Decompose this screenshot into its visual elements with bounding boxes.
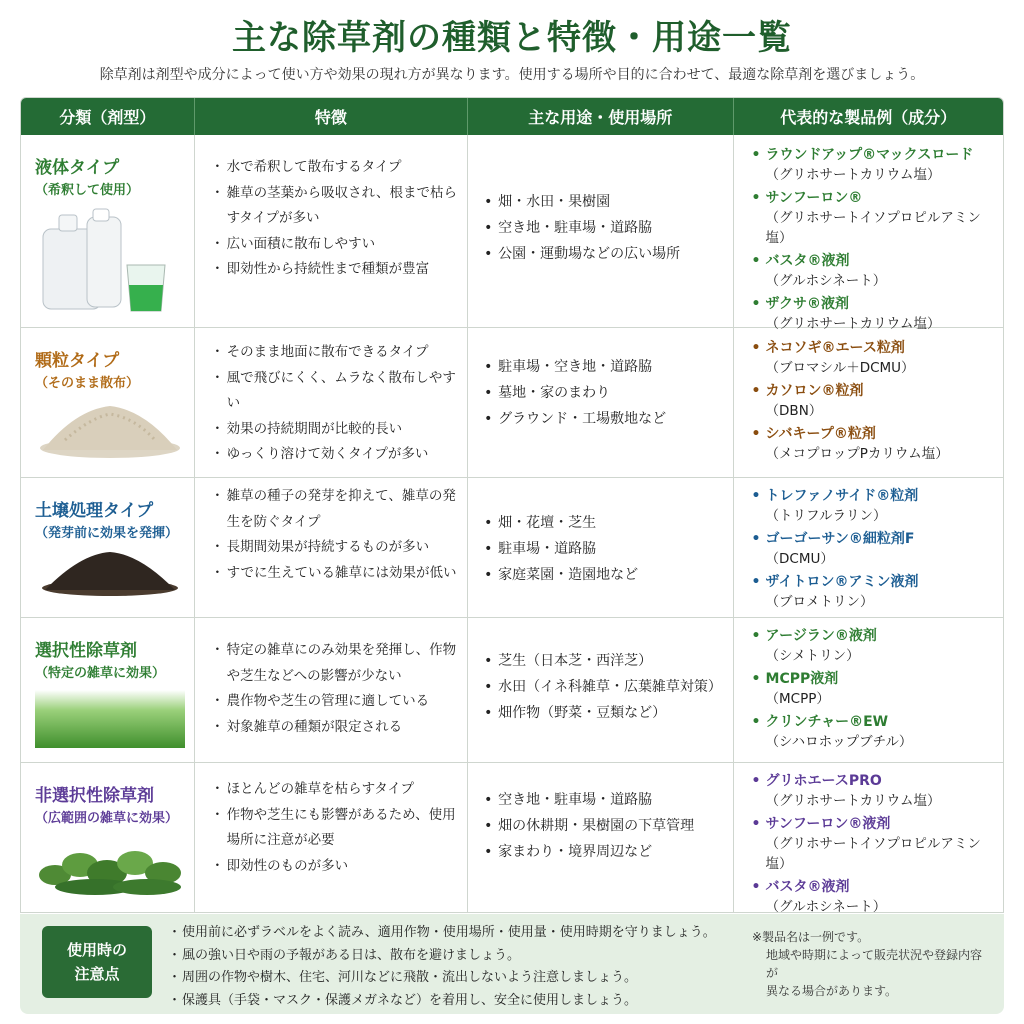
list-item: • 家まわり・境界周辺など xyxy=(484,839,724,865)
list-item: • 畑・水田・果樹園 xyxy=(484,189,724,215)
product-ingredient: （グリホサートイソプロピルアミン塩） xyxy=(765,836,981,872)
products-list xyxy=(752,626,997,755)
product-ingredient: （MCPP） xyxy=(765,691,830,707)
features-cell xyxy=(195,618,468,762)
category-name: 液体タイプ xyxy=(35,158,120,178)
list-item: ・ 作物や芝生にも影響があるため、使用場所に注意が必要 xyxy=(213,803,459,854)
list-item: ・ ゆっくり溶けて効くタイプが多い xyxy=(213,442,459,468)
list-item: ・ すでに生えている雑草には効果が低い xyxy=(213,561,459,587)
list-item: ・ 即効性から持続性まで種類が豊富 xyxy=(213,257,459,283)
features-list xyxy=(213,155,459,283)
product-ingredient: （ブロメトリン） xyxy=(765,594,874,610)
usage-notes-label: 使用時の 注意点 xyxy=(42,926,152,998)
list-item: ・ 水で希釈して散布するタイプ xyxy=(213,155,459,181)
list-item: • 畑の休耕期・果樹園の下草管理 xyxy=(484,813,724,839)
list-item: ・ そのまま地面に散布できるタイプ xyxy=(213,340,459,366)
product-name: • グリホエースPRO xyxy=(752,771,997,791)
product-ingredient: （メコプロップPカリウム塩） xyxy=(765,446,949,462)
product-name: • シバキープ®粒剤 xyxy=(752,424,997,444)
list-item: • 空き地・駐車場・道路脇 xyxy=(484,215,724,241)
product-ingredient: （グリホサートカリウム塩） xyxy=(765,167,941,183)
product-name: • ラウンドアップ®マックスロード xyxy=(752,145,997,165)
header-uses: 主な用途・使用場所 xyxy=(468,98,733,135)
category-cell xyxy=(21,618,195,762)
list-item: ・ ほとんどの雑草を枯らすタイプ xyxy=(213,777,459,803)
list-item: ・ 使用前に必ずラベルをよく読み、適用作物・使用場所・使用量・使用時期を守りましょう。 xyxy=(170,922,716,945)
table-header xyxy=(21,98,1003,135)
product-ingredient: （グルホシネート） xyxy=(765,273,887,289)
list-item: • 水田（イネ科雑草・広葉雑草対策） xyxy=(484,674,724,700)
disclaimer: ※製品名は一例です。 地域や時期によって販売状況や登録内容が 異なる場合があります。 xyxy=(752,930,983,998)
features-list xyxy=(213,484,459,586)
product-name: • MCPP液剤 xyxy=(752,669,997,689)
herbicide-table xyxy=(20,97,1004,913)
category-name: 非選択性除草剤 xyxy=(35,786,154,806)
list-item: ・ 雑草の茎葉から吸収され、根まで枯らすタイプが多い xyxy=(213,181,459,232)
list-item: • グラウンド・工場敷地など xyxy=(484,406,724,432)
page-title: 主な除草剤の種類と特徴・用途一覧 xyxy=(232,18,792,58)
list-item: ・ 長期間効果が持続するものが多い xyxy=(213,535,459,561)
category-subtitle: （希釈して使用） xyxy=(35,183,140,198)
category-subtitle: （特定の雑草に効果） xyxy=(35,666,166,681)
category-subtitle: （そのまま散布） xyxy=(35,376,140,391)
category-subtitle: （発芽前に効果を発揮） xyxy=(35,526,179,541)
table-row xyxy=(21,762,1003,912)
table-row xyxy=(21,135,1003,332)
list-item: ・ 風で飛びにくく、ムラなく散布しやすい xyxy=(213,366,459,417)
header-features: 特徴 xyxy=(195,98,468,135)
list-item: • 公園・運動場などの広い場所 xyxy=(484,241,724,267)
product-ingredient: （グリホサートカリウム塩） xyxy=(765,316,941,332)
products-list xyxy=(752,338,997,467)
list-item: • 駐車場・空き地・道路脇 xyxy=(484,354,724,380)
list-item: ・ 効果の持続期間が比較的長い xyxy=(213,417,459,443)
features-cell xyxy=(195,763,468,912)
products-cell xyxy=(734,328,1003,477)
table-row xyxy=(21,617,1003,762)
product-name: • カソロン®粒剤 xyxy=(752,381,997,401)
list-item: • 畑・花壇・芝生 xyxy=(484,510,724,536)
product-name: • ネコソギ®エース粒剤 xyxy=(752,338,997,358)
product-name: • ザイトロン®アミン液剤 xyxy=(752,572,997,592)
product-ingredient: （シメトリン） xyxy=(765,648,860,664)
uses-list xyxy=(484,787,724,865)
products-cell xyxy=(734,763,1003,912)
product-ingredient: （DCMU） xyxy=(765,551,834,567)
products-cell xyxy=(734,618,1003,762)
header-products: 代表的な製品例（成分） xyxy=(780,108,957,127)
features-list xyxy=(213,638,459,740)
list-item: • 畑作物（野菜・豆類など） xyxy=(484,700,724,726)
uses-list xyxy=(484,189,724,267)
list-item: ・ 風の強い日や雨の予報がある日は、散布を避けましょう。 xyxy=(170,945,716,968)
header-category: 分類（剤型） xyxy=(21,98,195,135)
list-item: ・ 雑草の種子の発芽を抑えて、雑草の発生を防ぐタイプ xyxy=(213,484,459,535)
features-cell xyxy=(195,328,468,477)
product-ingredient: （ブロマシル＋DCMU） xyxy=(765,360,915,376)
uses-cell xyxy=(468,328,733,477)
lawn-image xyxy=(35,690,185,748)
list-item: • 墓地・家のまわり xyxy=(484,380,724,406)
uses-cell xyxy=(468,478,733,617)
uses-list xyxy=(484,510,724,588)
category-name: 選択性除草剤 xyxy=(35,641,137,661)
category-name: 土壌処理タイプ xyxy=(35,501,154,521)
uses-cell xyxy=(468,618,733,762)
uses-cell xyxy=(468,135,733,327)
list-item: • 駐車場・道路脇 xyxy=(484,536,724,562)
list-item: ・ 保護具（手袋・マスク・保護メガネなど）を着用し、安全に使用しましょう。 xyxy=(170,990,716,1013)
category-subtitle: （広範囲の雑草に効果） xyxy=(35,811,179,826)
product-name: • ゴーゴーサン®細粒剤F xyxy=(752,529,997,549)
features-list xyxy=(213,777,459,879)
product-name: • クリンチャー®EW xyxy=(752,712,997,732)
list-item: ・ 周囲の作物や樹木、住宅、河川などに飛散・流出しないよう注意しましょう。 xyxy=(170,967,716,990)
uses-list xyxy=(484,354,724,432)
product-ingredient: （グリホサートイソプロピルアミン塩） xyxy=(765,210,981,246)
features-list xyxy=(213,340,459,468)
features-cell xyxy=(195,135,468,327)
category-cell xyxy=(21,478,195,617)
product-name: • トレファノサイド®粒剤 xyxy=(752,486,997,506)
table-row xyxy=(21,327,1003,477)
granules-image xyxy=(35,400,185,460)
list-item: • 芝生（日本芝・西洋芝） xyxy=(484,648,724,674)
products-list xyxy=(752,771,997,913)
weeds-image xyxy=(35,835,185,897)
product-ingredient: （シハロホップブチル） xyxy=(765,734,913,750)
list-item: • 空き地・駐車場・道路脇 xyxy=(484,787,724,813)
product-name: • アージラン®液剤 xyxy=(752,626,997,646)
category-cell xyxy=(21,135,195,327)
product-name: • バスタ®液剤 xyxy=(752,877,997,897)
product-name: • サンフーロン®液剤 xyxy=(752,814,997,834)
category-name: 顆粒タイプ xyxy=(35,351,120,371)
products-cell xyxy=(734,135,1003,332)
category-cell xyxy=(21,328,195,477)
product-ingredient: （トリフルラリン） xyxy=(765,508,887,524)
products-cell xyxy=(734,478,1003,617)
uses-cell xyxy=(468,763,733,912)
products-list xyxy=(752,145,997,337)
list-item: ・ 対象雑草の種類が限定される xyxy=(213,715,459,741)
product-ingredient: （グリホサートカリウム塩） xyxy=(765,793,941,809)
uses-list xyxy=(484,648,724,726)
list-item: ・ 農作物や芝生の管理に適している xyxy=(213,689,459,715)
product-name: • ザクサ®液剤 xyxy=(752,294,997,314)
soil-image xyxy=(35,548,185,598)
product-ingredient: （DBN） xyxy=(765,403,823,419)
list-item: ・ 広い面積に散布しやすい xyxy=(213,232,459,258)
list-item: ・ 特定の雑草にのみ効果を発揮し、作物や芝生などへの影響が少ない xyxy=(213,638,459,689)
product-name: • バスタ®液剤 xyxy=(752,251,997,271)
page-subtitle: 除草剤は剤型や成分によって使い方や効果の現れ方が異なります。使用する場所や目的に合わせて、最適な除草剤を選びましょう。 xyxy=(99,67,925,83)
category-cell xyxy=(21,763,195,912)
features-cell xyxy=(195,478,468,617)
usage-notes-list xyxy=(170,922,716,1012)
list-item: ・ 即効性のものが多い xyxy=(213,854,459,880)
product-ingredient: （グルホシネート） xyxy=(765,899,887,913)
usage-notes-box xyxy=(20,914,1004,1014)
product-name: • サンフーロン® xyxy=(752,188,997,208)
list-item: • 家庭菜園・造園地など xyxy=(484,562,724,588)
liquid-bottle-image xyxy=(35,207,185,317)
table-row xyxy=(21,477,1003,617)
products-list xyxy=(752,486,997,615)
